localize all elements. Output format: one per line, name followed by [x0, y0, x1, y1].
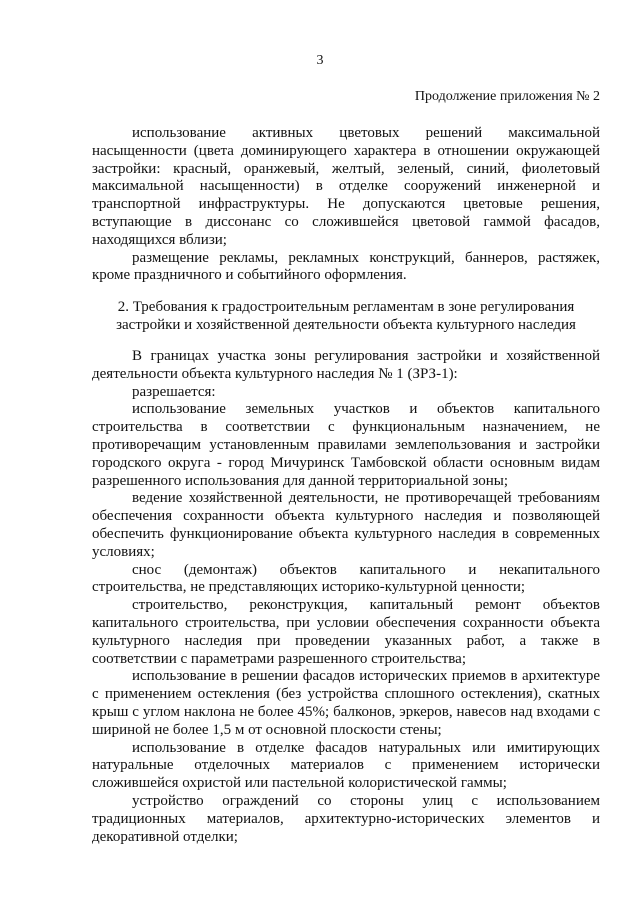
paragraph-zone-intro: В границах участка зоны регулирования застройки и хозяйственной деятельности объекта культурного наследия № 1 (ЗРЗ-1):	[92, 348, 600, 382]
paragraph-construction: строительство, реконструкция, капитальный ремонт объектов капитального строительства, при условии обеспечения сохранности объекта культурного наследия при проведении указанных работ, а также в соответствии с параметрами разрешенного строительства;	[92, 597, 600, 667]
paragraph-facade-materials: использование в отделке фасадов натуральных или имитирующих натуральные отделочных материалов с применением исторически сложившейся охристой или пастельной колористической гаммы;	[92, 739, 600, 792]
paragraph-economic-activity: ведение хозяйственной деятельности, не противоречащей требованиям обеспечения сохранности объекта культурного наследия и позволяющей обеспечить функционирование объекта культурного наследия в современных условиях;	[92, 490, 600, 560]
section-2-heading: 2. Требования к градостроительным регламентам в зоне регулирования застройки и хозяйственной деятельности объекта культурного наследия	[116, 299, 576, 333]
paragraph-facade-techniques: использование в решении фасадов исторических приемов в архитектуре с применением остекления (без устройства сплошного остекления), скатных крыш с углом наклона не более 45%; балконов, эркеров, навесов над входами с шириной не более 1,5 м от основной плоскости стены;	[92, 668, 600, 738]
paragraph-demolition: снос (демонтаж) объектов капитального и некапитального строительства, не представляющих историко-культурной ценности;	[92, 561, 600, 596]
paragraph-advertising-restrictions: размещение рекламы, рекламных конструкций, баннеров, растяжек, кроме праздничного и событийного оформления.	[92, 249, 600, 284]
section-2-text	[92, 348, 600, 846]
page-number: 3	[316, 53, 324, 68]
paragraph-land-use: использование земельных участков и объектов капитального строительства в соответствии с функциональным назначением, не противоречащим установленным правилами землепользования и застройки городского округа - город Мичуринск Тамбовской области основным видам разрешенного использования для данной территориальной зоны;	[92, 401, 600, 489]
appendix-continuation-note: Продолжение приложения № 2	[414, 89, 600, 104]
paragraph-allowed-label: разрешается:	[132, 383, 216, 400]
paragraph-fences: устройство ограждений со стороны улиц с использованием традиционных материалов, архитектурно-исторических элементов и декоративной отделки;	[92, 792, 600, 845]
section-1-text	[92, 125, 600, 285]
paragraph-color-restrictions: использование активных цветовых решений максимальной насыщенности (цвета доминирующего характера в отношении окружающей застройки: красный, оранжевый, желтый, зеленый, синий, фиолетовый максимальной насыщенности) в отделке сооружений инженерной и транспортной инфраструктуры. Не допускаются цветовые решения, вступающие в диссонанс со сложившейся цветовой гаммой фасадов, находящихся вблизи;	[92, 125, 600, 248]
